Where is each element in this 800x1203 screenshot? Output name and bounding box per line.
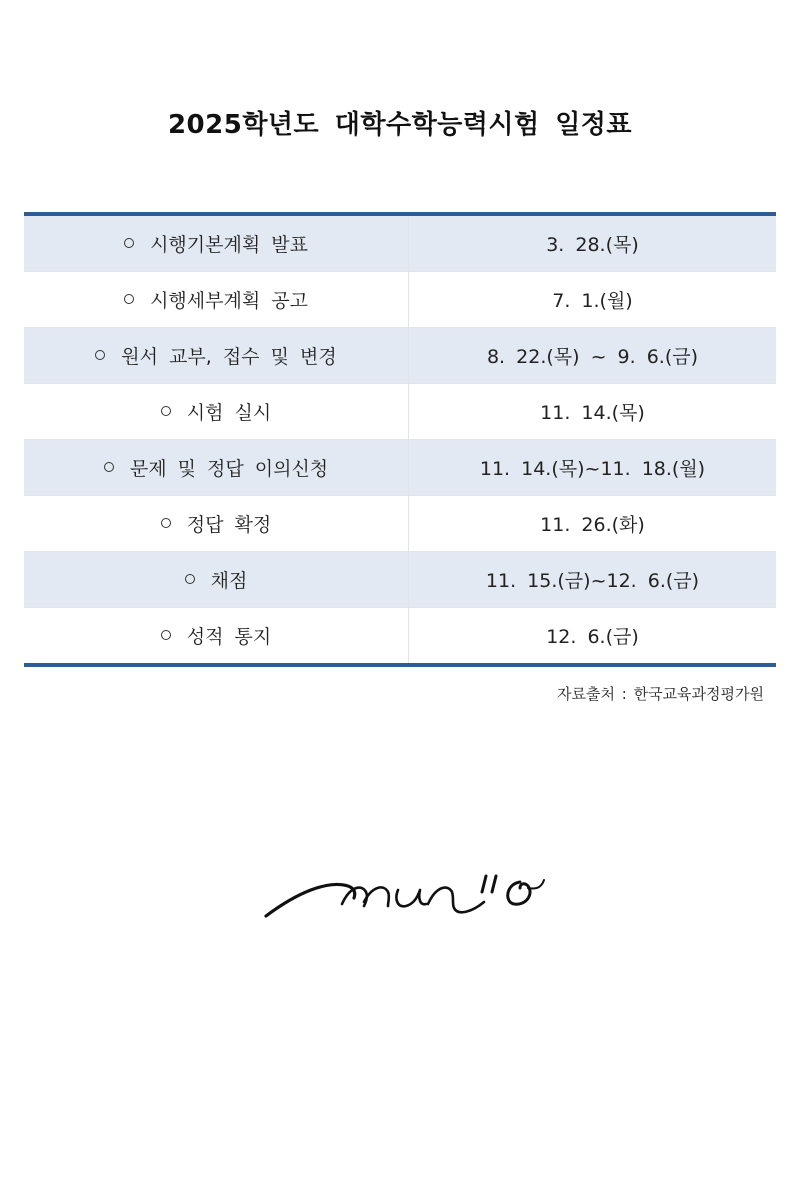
hollow-circle-icon xyxy=(124,238,134,248)
event-label: 시행기본계획 발표 xyxy=(150,234,308,256)
table-row xyxy=(24,328,776,384)
event-label: 시험 실시 xyxy=(186,402,272,424)
hollow-circle-icon xyxy=(104,462,114,472)
event-label: 시행세부계획 공고 xyxy=(150,290,308,312)
source-note: 자료출처 : 한국교육과정평가원 xyxy=(557,685,764,703)
date-cell: 11. 14.(목) xyxy=(409,384,777,440)
date-cell: 11. 26.(화) xyxy=(409,496,777,552)
date-cell: 3. 28.(목) xyxy=(409,214,777,272)
event-cell xyxy=(24,608,409,666)
hollow-circle-icon xyxy=(185,574,195,584)
table-row xyxy=(24,272,776,328)
table-row xyxy=(24,440,776,496)
page-title: 2025학년도 대학수학능력시험 일정표 xyxy=(167,110,633,140)
event-label: 성적 통지 xyxy=(186,626,272,648)
date-cell: 11. 15.(금)~12. 6.(금) xyxy=(409,552,777,608)
event-cell xyxy=(24,328,409,384)
signature-logo xyxy=(258,862,548,932)
hollow-circle-icon xyxy=(161,406,171,416)
event-label: 정답 확정 xyxy=(186,514,272,536)
event-cell xyxy=(24,384,409,440)
hollow-circle-icon xyxy=(95,350,105,360)
table-row xyxy=(24,608,776,666)
date-cell: 12. 6.(금) xyxy=(546,626,639,648)
table-row xyxy=(24,214,776,272)
table-row xyxy=(24,496,776,552)
hollow-circle-icon xyxy=(124,294,134,304)
date-cell: 7. 1.(월) xyxy=(409,272,777,328)
date-cell: 11. 14.(목)~11. 18.(월) xyxy=(409,440,777,496)
event-label: 채점 xyxy=(210,570,248,592)
event-cell xyxy=(24,552,409,608)
event-cell xyxy=(24,496,409,552)
event-label: 문제 및 정답 이의신청 xyxy=(129,458,329,480)
schedule-table xyxy=(24,212,776,667)
hollow-circle-icon xyxy=(161,630,171,640)
table-row xyxy=(24,552,776,608)
event-cell xyxy=(24,440,409,496)
table-row xyxy=(24,384,776,440)
hollow-circle-icon xyxy=(161,518,171,528)
event-cell xyxy=(24,214,409,272)
date-cell: 8. 22.(목) ~ 9. 6.(금) xyxy=(409,328,777,384)
event-label: 원서 교부, 접수 및 변경 xyxy=(121,346,337,368)
event-cell xyxy=(24,272,409,328)
